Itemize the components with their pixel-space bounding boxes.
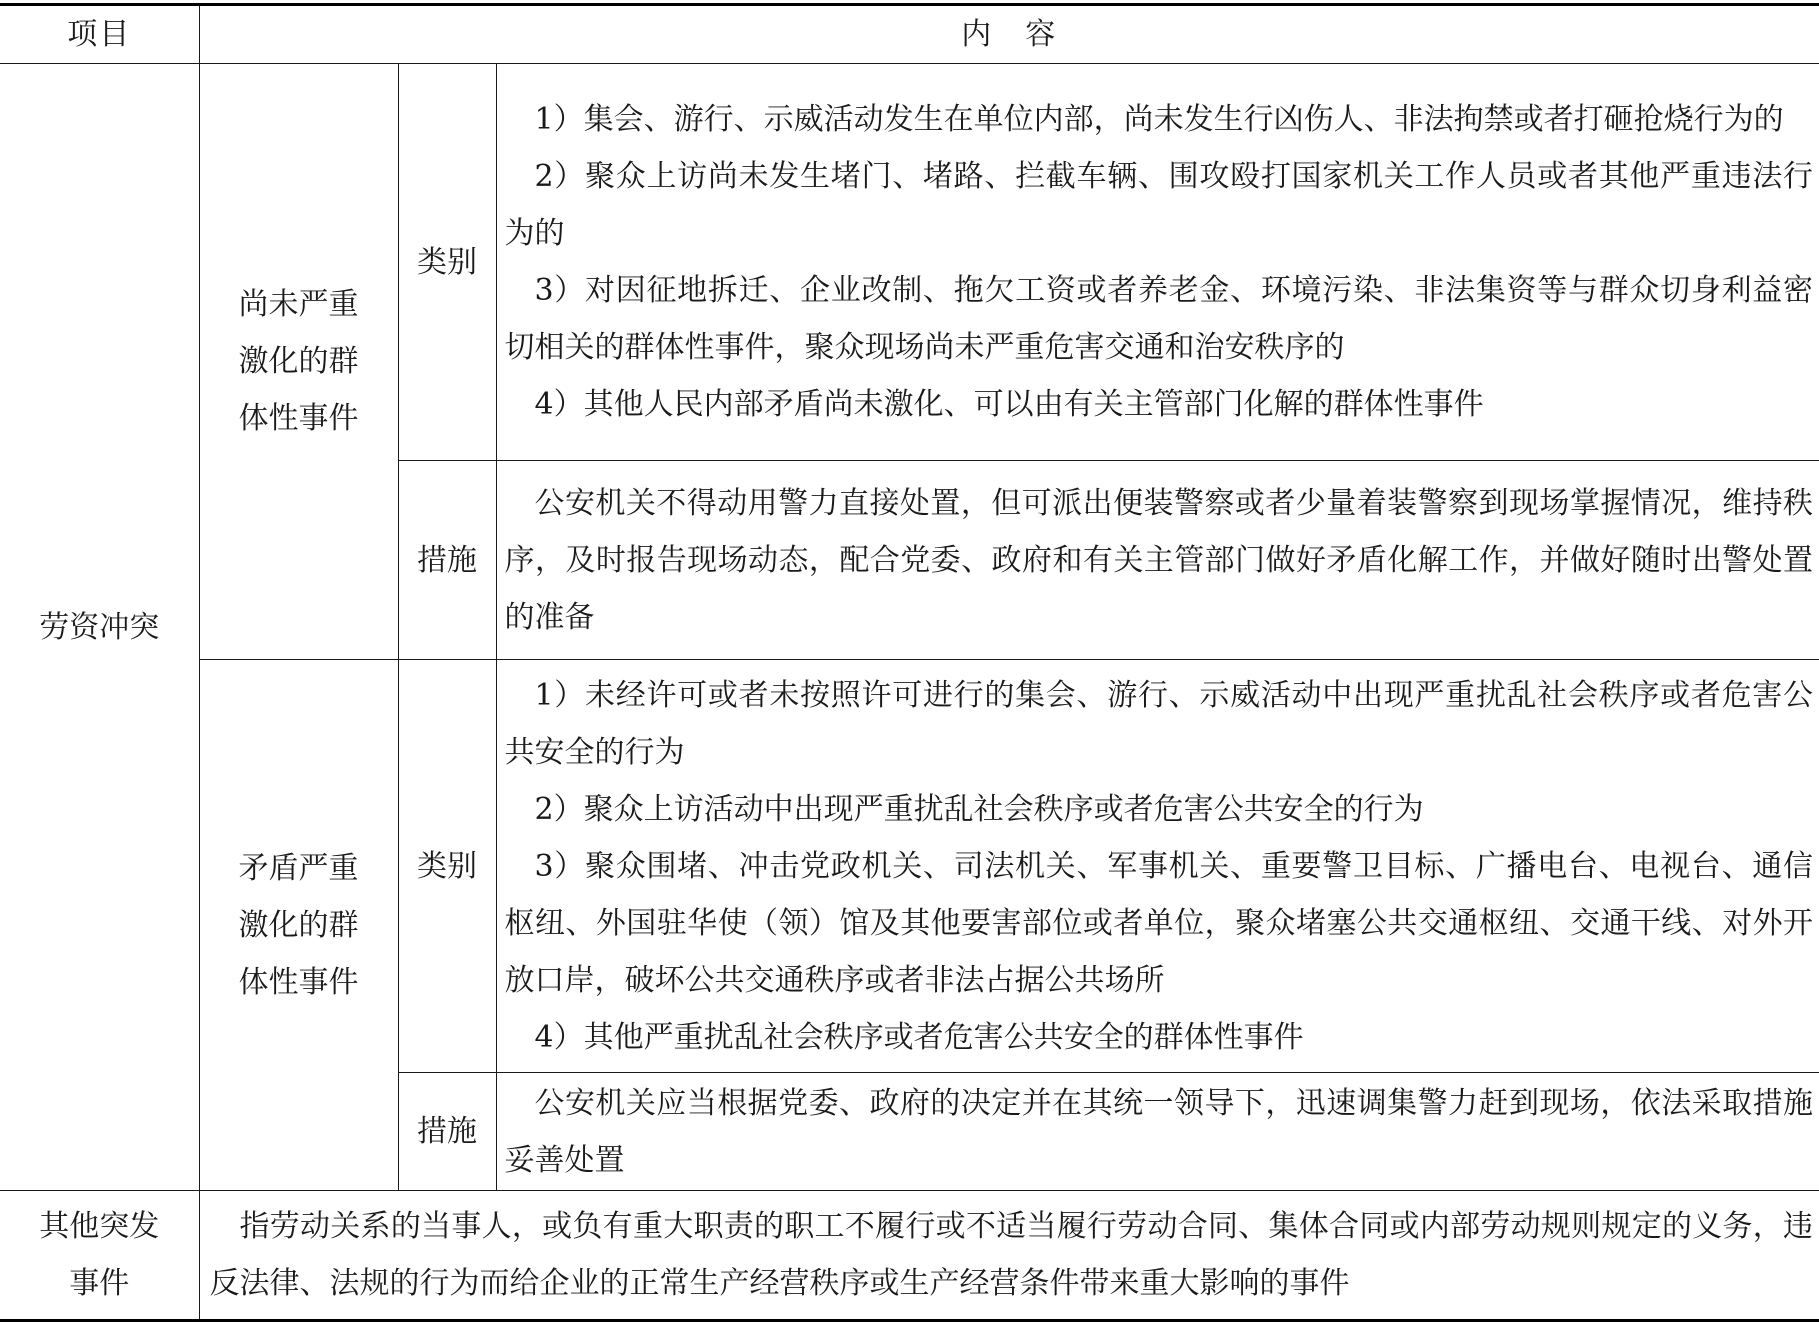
group1-label [199,64,398,660]
header-item: 项目 [0,5,199,64]
group2-category-items [496,660,1819,1073]
group2-label-line: 矛盾严重 [238,850,359,886]
header-content: 内 容 [199,5,1819,64]
other-label [0,1191,199,1321]
row-group1-category [0,64,1819,461]
other-text [199,1191,1819,1321]
group2-label [199,660,398,1191]
list-item: 4）其他人民内部矛盾尚未激化、可以由有关主管部门化解的群体性事件 [534,387,1484,422]
other-paragraph: 指劳动关系的当事人，或负有重大职责的职工不履行或不适当履行劳动合同、集体合同或内部劳动规则规定的义务，违反法律、法规的行为而给企业的正常生产经营秩序或生产经营条件带来重大影响的事件 [209,1209,1814,1301]
list-item: 1）集会、游行、示威活动发生在单位内部，尚未发生行凶伤人、非法拘禁或者打砸抢烧行为的 [534,102,1784,137]
group1-label-line: 尚未严重 [238,287,359,322]
measure-paragraph: 公安机关不得动用警力直接处置，但可派出便装警察或者少量着装警察到现场掌握情况，维持秩序，及时报告现场动态，配合党委、政府和有关主管部门做好矛盾化解工作，并做好随时出警处置的准备 [504,485,1814,635]
group1-category-label: 类别 [398,64,496,461]
list-item: 3）聚众围堵、冲击党政机关、司法机关、军事机关、重要警卫目标、广播电台、电视台、通信枢纽、外国驻华使（领）馆及其他要害部位或者单位，聚众堵塞公共交通枢纽、交通干线、对外开放口岸，破坏公共交通秩序或者非法占据公共场所 [504,848,1814,998]
group1-label-line: 体性事件 [238,401,359,436]
group1-category-items [496,64,1819,461]
list-item: 3）对因征地拆迁、企业改制、拖欠工资或者养老金、环境污染、非法集资等与群众切身利益密切相关的群体性事件，聚众现场尚未严重危害交通和治安秩序的 [504,273,1814,365]
group2-measure-text [496,1073,1819,1191]
list-item: 2）聚众上访尚未发生堵门、堵路、拦截车辆、围攻殴打国家机关工作人员或者其他严重违法行为的 [504,159,1814,251]
list-item: 1）未经许可或者未按照许可进行的集会、游行、示威活动中出现严重扰乱社会秩序或者危害公共安全的行为 [504,677,1814,770]
group2-measure-label: 措施 [398,1073,496,1191]
group1-measure-label: 措施 [398,461,496,660]
labor-conflict-label: 劳资冲突 [0,64,199,1191]
row-group2-category [0,660,1819,1073]
events-table [0,3,1819,1322]
other-label-line: 其他突发 [39,1209,160,1244]
group2-label-line: 激化的群 [238,907,359,943]
other-label-line: 事件 [69,1266,130,1301]
header-row [0,5,1819,64]
group2-category-label: 类别 [398,660,496,1073]
list-item: 4）其他严重扰乱社会秩序或者危害公共安全的群体性事件 [534,1019,1304,1055]
list-item: 2）聚众上访活动中出现严重扰乱社会秩序或者危害公共安全的行为 [534,791,1424,827]
group1-label-line: 激化的群 [238,344,359,379]
group2-label-line: 体性事件 [238,964,359,1000]
measure-paragraph: 公安机关应当根据党委、政府的决定并在其统一领导下，迅速调集警力赶到现场，依法采取措施妥善处置 [504,1085,1814,1178]
row-other [0,1191,1819,1321]
group1-measure-text [496,461,1819,660]
